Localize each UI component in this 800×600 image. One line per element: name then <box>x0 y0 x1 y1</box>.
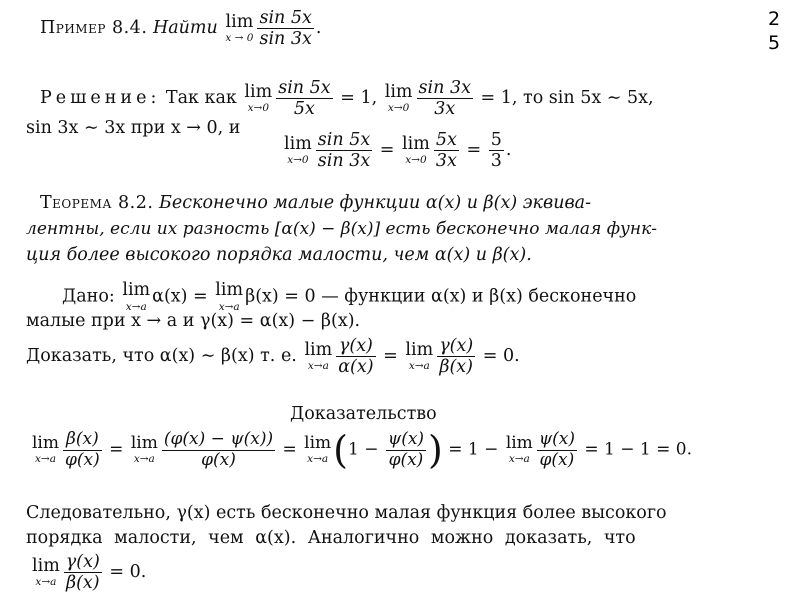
solution-label: Решение: <box>40 88 161 109</box>
given-line-2: малые при x → a и γ(x) = α(x) − β(x). <box>26 311 361 331</box>
example-label: Пример 8.4. <box>40 18 148 39</box>
example-task: Найти <box>152 18 218 39</box>
prove-line: Доказать, что α(x) ∼ β(x) т. е. lim x→a $\frac{\gamma(x)}{\alpha(x)}$ = lim x→a $\frac{\gamma(x)}{\beta(x)}$ = 0. <box>26 336 520 378</box>
given-line-1: Дано: lim x→a α(x) = lim x→a β(x) = 0 — функции α(x) и β(x) бесконечно <box>62 280 637 313</box>
example-lim: lim x → 0 <box>225 11 254 45</box>
theorem-label: Теорема 8.2. <box>40 193 154 213</box>
solution-line-2: sin 3x ∼ 3x при x → 0, и <box>26 118 241 138</box>
theorem-line-3: ция более высокого порядка малости, чем α(x) и β(x). <box>26 245 532 265</box>
example-fraction: $\frac{\sin 5x}{\sin 3x}$ <box>259 8 312 50</box>
example-line: Пример 8.4. Найти lim x → 0 $\frac{\sin 5x}{\sin 3x}$ . <box>40 8 322 50</box>
theorem-line-1: Теорема 8.2. Бесконечно малые функции α(x) и β(x) эквива- <box>40 193 591 213</box>
proof-title: Доказательство <box>290 404 437 424</box>
proof-formula: lim x→a $\frac{\beta(x)}{\varphi(x)}$ = lim x→a $\frac{(\varphi(x) - \psi(x))}{\varphi(x)}$ = lim x→a (1 − $\frac{\psi(x)}{\varphi(x)}$ ) = 1 − lim x→a $\frac{\psi(x)}{\varphi(x)}$ = 1 − 1 = 0. <box>32 428 693 473</box>
solution-line-1: Решение: Так как lim x→0 $\frac{\sin 5x}{5x}$ = 1, lim x→0 $\frac{\sin 3x}{3x}$ = 1, то sin 5x ∼ 5x, <box>40 78 654 120</box>
slide-number: 2 5 <box>767 8 781 54</box>
conclusion-formula: lim x→a $\frac{\gamma(x)}{\beta(x)}$ = 0. <box>32 552 147 594</box>
conclusion-line-1: Следовательно, γ(x) есть бесконечно малая функция более высокого <box>26 503 667 523</box>
conclusion-line-2: порядка малости, чем α(x). Аналогично можно доказать, что <box>26 528 636 548</box>
solution-formula: lim x→0 $\frac{\sin 5x}{\sin 3x}$ = lim x→0 $\frac{5x}{3x}$ = $\frac{5}{3}$ . <box>284 130 512 172</box>
theorem-line-2: лентны, если их разность [α(x) − β(x)] есть бесконечно малая функ- <box>26 219 657 239</box>
